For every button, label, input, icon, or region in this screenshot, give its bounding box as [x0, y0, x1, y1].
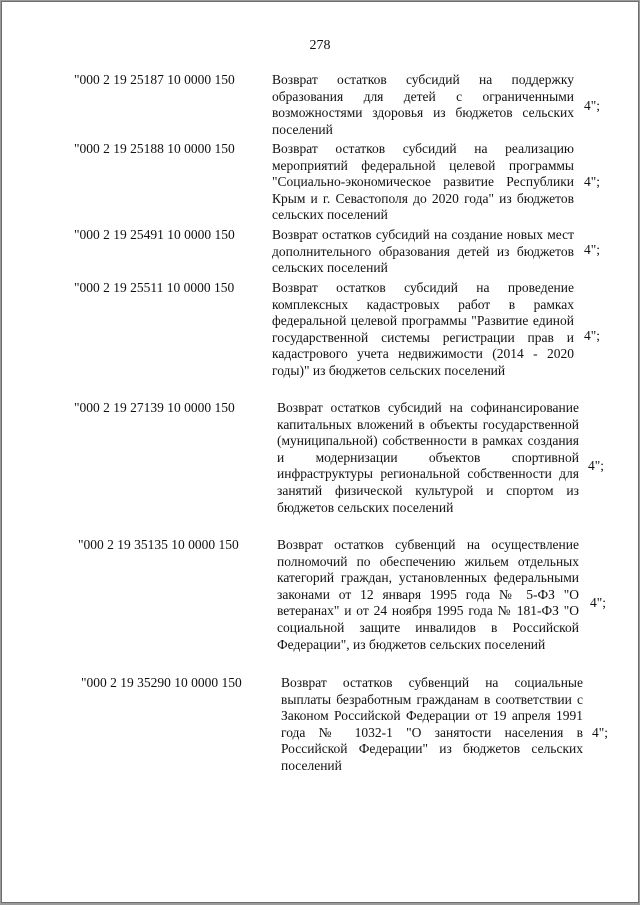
- document-page: [2, 2, 638, 902]
- budget-code: "000 2 19 35135 10 0000 150: [78, 537, 239, 552]
- page-number: 278: [309, 38, 331, 53]
- row-amount: 4";: [584, 98, 601, 113]
- row-amount: 4";: [590, 595, 607, 610]
- budget-code: "000 2 19 25491 10 0000 150: [74, 227, 235, 242]
- row-description: Возврат остатков субсидий на поддержку образования для детей с ограниченными возможностями здоровья из бюджетов сельских поселений: [272, 72, 574, 137]
- row-description: Возврат остатков субвенций на социальные выплаты безработным гражданам в соответствии с Законом Российской Федерации от 19 апреля 1991 года № 1032-1 "О занятости населения в Российской Федерации" из бюджетов сельских поселений: [281, 675, 583, 773]
- row-description: Возврат остатков субвенций на осуществление полномочий по обеспечению жильем отдельных категорий граждан, установленных федеральными законами от 12 января 1995 года № 5-ФЗ "О ветеранах" и от 24 ноября 1995 года № 181-ФЗ "О социальной защите инвалидов в Российской Федерации", из бюджетов сельских поселений: [277, 537, 579, 652]
- row-amount: 4";: [584, 174, 601, 189]
- row-amount: 4";: [584, 328, 601, 343]
- row-amount: 4";: [592, 725, 609, 740]
- budget-code: "000 2 19 25187 10 0000 150: [74, 72, 235, 87]
- row-description: Возврат остатков субсидий на создание новых мест дополнительного образования детей из бюджетов сельских поселений: [272, 227, 574, 276]
- row-description: Возврат остатков субсидий на реализацию мероприятий федеральной целевой программы "Социально-экономическое развитие Республики Крым и г. Севастополя до 2020 года" из бюджетов сельских поселений: [272, 141, 574, 223]
- budget-code: "000 2 19 35290 10 0000 150: [81, 675, 242, 690]
- row-description: Возврат остатков субсидий на проведение комплексных кадастровых работ в рамках федеральной целевой программы "Развитие единой государственной системы регистрации прав и кадастрового учета недвижимости (2014 - 2020 годы)" из бюджетов сельских поселений: [272, 280, 574, 378]
- budget-code: "000 2 19 25188 10 0000 150: [74, 141, 235, 156]
- budget-code: "000 2 19 27139 10 0000 150: [74, 400, 235, 415]
- row-amount: 4";: [584, 242, 601, 257]
- budget-code: "000 2 19 25511 10 0000 150: [74, 280, 235, 295]
- row-description: Возврат остатков субсидий на софинансирование капитальных вложений в объекты государственной (муниципальной) собственности в рамках создания и модернизации объектов спортивной инфраструктуры региональной собственности для занятий физической культурой и спортом из бюджетов сельских поселений: [277, 400, 579, 515]
- row-amount: 4";: [588, 458, 605, 473]
